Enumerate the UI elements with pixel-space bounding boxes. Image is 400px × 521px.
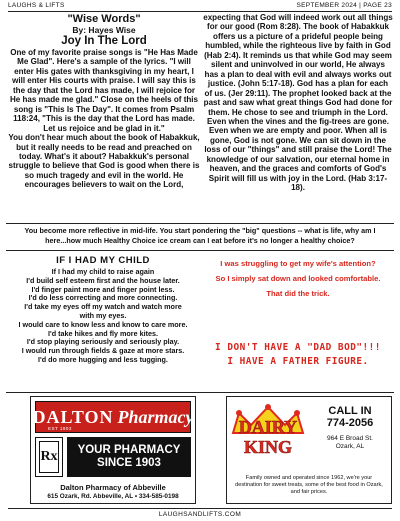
pharmacy-slogan: YOUR PHARMACY SINCE 1903: [67, 437, 191, 477]
pharmacy-name: Dalton Pharmacy of Abbeville: [60, 483, 166, 492]
joke-line: That did the trick.: [266, 289, 330, 298]
poem-line: I'd take hikes and fly more kites.: [48, 328, 158, 338]
article-title: "Wise Words": [67, 13, 141, 25]
dairy-king-ad[interactable]: [226, 396, 392, 504]
pharmacy-ad[interactable]: [30, 396, 196, 504]
joke-line: So I simply sat down and looked comfortable.: [215, 274, 381, 283]
issue-info: SEPTEMBER 2024 | PAGE 23: [296, 2, 392, 9]
article-paragraph: You don't hear much about the book of Habakkuk, but it really needs to be read and preached on today. What's it about? Habakkuk's personal struggle to believe that God is good when there is so much tragedy and evil in the world. He encourages believers to wait on the Lord,: [8, 133, 200, 190]
dad-bod-joke: [200, 341, 396, 369]
call-in-label: CALL IN: [328, 405, 372, 417]
article-subtitle: Joy In The Lord: [61, 35, 147, 47]
midlife-banner: You become more reflective in mid-life. You start pondering the "big" questions -- what is life, why am I here...how much Healthy Choice ice cream can I eat before it's no longer a healthy choice?: [24, 226, 376, 245]
rx-icon: Rx: [35, 437, 63, 477]
page-footer[interactable]: LAUGHSANDLIFTS.COM: [8, 508, 392, 518]
poem-line: I would care to know less and know to care more.: [18, 319, 188, 329]
poem-title: IF I HAD MY CHILD: [56, 255, 150, 266]
article-paragraph: expecting that God will indeed work out all things for our good (Rom 8:28). The book of Habakkuk offers us a picture of a prideful people being humbled, while the righteous live by faith in God (Hab 2:4). It reminds us that while God may seem silent and uninvolved in our world, He always has a plan to deal with evil and always works out justice. (John 5:17-18). God has a plan for each of us. (Jer 29:11). The prophet looked back at the past and saw what great things God had done for them. He chose to see and triumph in the Lord. Even when the vines and the fig-trees are gone. Even when we are empty and poor. When all is gone, God is not gone. We can sit down in the loss of our "things" and still praise the Lord! The knowledge of our salvation, our eternal home in heaven, and the graces and comforts of God's Spirit will fill us with joy in the Lord. (Hab 3:17-18).: [203, 13, 393, 193]
pharmacy-slogan-row: [35, 437, 191, 481]
joke-line: I DON'T HAVE A "DAD BOD"!!!: [215, 342, 381, 353]
dairy-description: Family owned and operated since 1962, we're your destination for sweet treats, some of the best food in Ozark, and fair prices.: [235, 475, 383, 495]
poem-line: I'd finger paint more and finger point less.: [31, 284, 175, 294]
dairy-logo-word: DAIRY: [238, 417, 298, 437]
dairy-logo-word: KING: [243, 437, 293, 457]
poem-line: I'd take my eyes off my watch and watch more: [24, 302, 182, 312]
dairy-street: 964 E Broad St.: [327, 435, 373, 442]
article-left-column: [8, 13, 200, 190]
poem: [8, 255, 198, 365]
dairy-contact: [311, 405, 389, 451]
dairy-phone[interactable]: 774-2056: [326, 417, 374, 429]
poem-line: with my eyes.: [79, 310, 127, 320]
pharmacy-logo: [32, 401, 194, 433]
section-divider: [6, 392, 394, 393]
dairy-king-logo: [229, 403, 307, 461]
poem-line: I'd stop playing seriously and seriously play.: [26, 337, 180, 347]
joke-line: I was struggling to get my wife's attention?: [220, 259, 376, 268]
page-header: [8, 2, 392, 12]
pharmacy-address: 615 Ozark, Rd. Abbeville, AL • 334-585-0198: [47, 493, 179, 500]
pharmacy-logo-word: DALTON: [32, 406, 114, 427]
article-paragraph: One of my favorite praise songs is "He Has Made Me Glad". Here's a sample of the lyrics. "I will enter His gates with thanksgiving in my heart, I will enter His courts with praise. I will say this is the day that the Lord has made, I will rejoice for He has made me glad." Close on the heels of this song is "This Is The Day". It comes from Psalm 118:24, "This is the day that the Lord has made. Let us rejoice and be glad in it.": [9, 48, 199, 133]
poem-line: I would run through fields & gaze at more stars.: [21, 346, 185, 356]
section-divider: [6, 250, 394, 251]
poem-line: I'd build self esteem first and the house later.: [26, 275, 180, 285]
pharmacy-est: EST 1903: [48, 426, 72, 431]
publication-name: LAUGHS & LIFTS: [8, 2, 65, 9]
poem-line: I'd do less correcting and more connecting.: [28, 293, 178, 303]
article-byline: By: Hayes Wise: [72, 25, 136, 35]
section-divider: [6, 223, 394, 224]
dairy-city: Ozark, AL: [335, 443, 365, 450]
wife-joke: [200, 256, 396, 301]
pharmacy-logo-word: Pharmacy: [117, 406, 194, 427]
poem-line: If I had my child to raise again: [51, 267, 155, 276]
poem-line: I'd do more hugging and less tugging.: [38, 354, 168, 364]
article-right-column: [203, 13, 393, 193]
joke-line: I HAVE A FATHER FIGURE.: [227, 356, 369, 367]
